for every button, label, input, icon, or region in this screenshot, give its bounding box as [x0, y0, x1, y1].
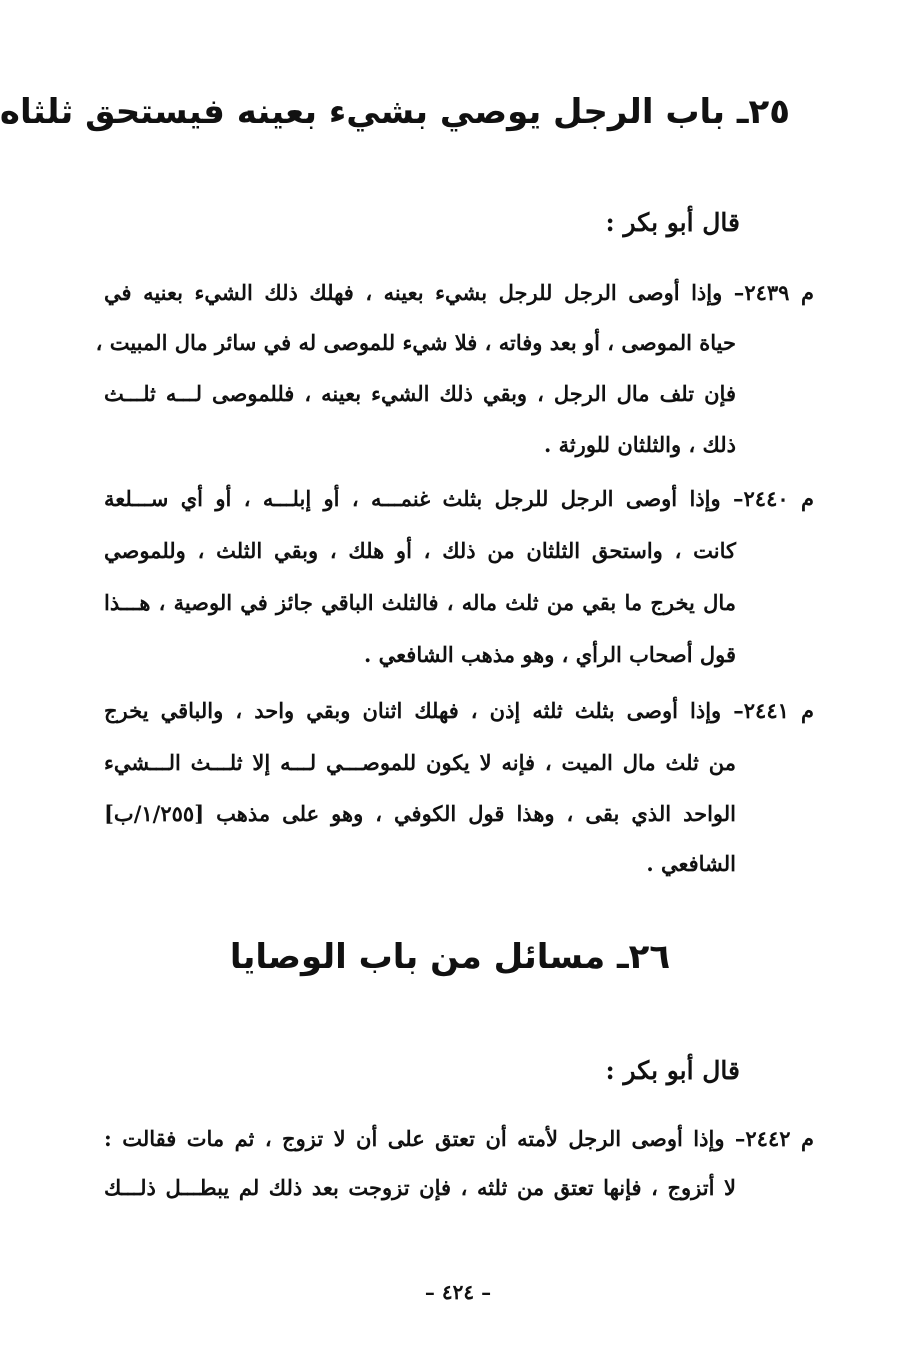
paragraph-line: فإن تلف مال الرجل ، وبقي ذلك الشيء بعينه ، فللموصى لـــه ثلـــث [104, 381, 736, 406]
paragraph-2441 [104, 696, 814, 886]
paragraph-line: الشافعي . [646, 851, 736, 876]
paragraph-line: م ٢٤٤١– وإذا أوصى بثلث ثلثه إذن ، فهلك اثنان وبقي واحد ، والباقي يخرج [104, 698, 814, 723]
paragraph-2442 [104, 1124, 814, 1214]
paragraph-line: ذلك ، والثلثان للورثة . [543, 432, 736, 457]
paragraph-line: كانت ، واستحق الثلثان من ذلك ، أو هلك ، وبقي الثلث ، وللموصي [104, 538, 736, 563]
section-26-heading: ٢٦ـ مسائل من باب الوصايا [229, 937, 671, 977]
paragraph-line: لا أتزوج ، فإنها تعتق من ثلثه ، فإن تزوجت بعد ذلك لم يبطـــل ذلـــك [104, 1175, 736, 1200]
intro-abu-bakr-1: قال أبو بكر : [605, 208, 740, 237]
section-25-heading: ٢٥ـ باب الرجل يوصي بشيء بعينه فيستحق ثلثاه [0, 92, 790, 132]
paragraph-line: م ٢٤٣٩– وإذا أوصى الرجل للرجل بشيء بعينه ، فهلك ذلك الشيء بعنيه في [104, 280, 814, 305]
paragraph-line: من ثلث مال الميت ، فإنه لا يكون للموصـــي لـــه إلا ثلـــث الـــشيء [104, 750, 736, 775]
paragraph-line: م ٢٤٤٢– وإذا أوصى الرجل لأمته أن تعتق على أن لا تزوج ، ثم مات فقالت : [104, 1126, 814, 1151]
paragraph-line: حياة الموصى ، أو بعد وفاته ، فلا شيء للموصى له في سائر مال المبيت ، [95, 330, 736, 355]
paragraph-line: الواحد الذي بقى ، وهذا قول الكوفي ، وهو على مذهب [١/٢٥٥/ب] [104, 801, 736, 826]
paragraph-line: قول أصحاب الرأي ، وهو مذهب الشافعي . [364, 642, 736, 667]
page-number: – ٤٢٤ – [424, 1280, 492, 1304]
paragraph-2439 [95, 278, 814, 468]
intro-abu-bakr-2: قال أبو بكر : [605, 1056, 740, 1085]
paragraph-line: م ٢٤٤٠– وإذا أوصى الرجل للرجل بثلث غنمـــه ، أو إبلـــه ، أو أي ســـلعة [104, 486, 814, 511]
paragraph-line: مال يخرج ما بقي من ثلث ماله ، فالثلث الباقي جائز في الوصية ، هـــذا [104, 590, 736, 615]
paragraph-2440 [104, 484, 814, 674]
